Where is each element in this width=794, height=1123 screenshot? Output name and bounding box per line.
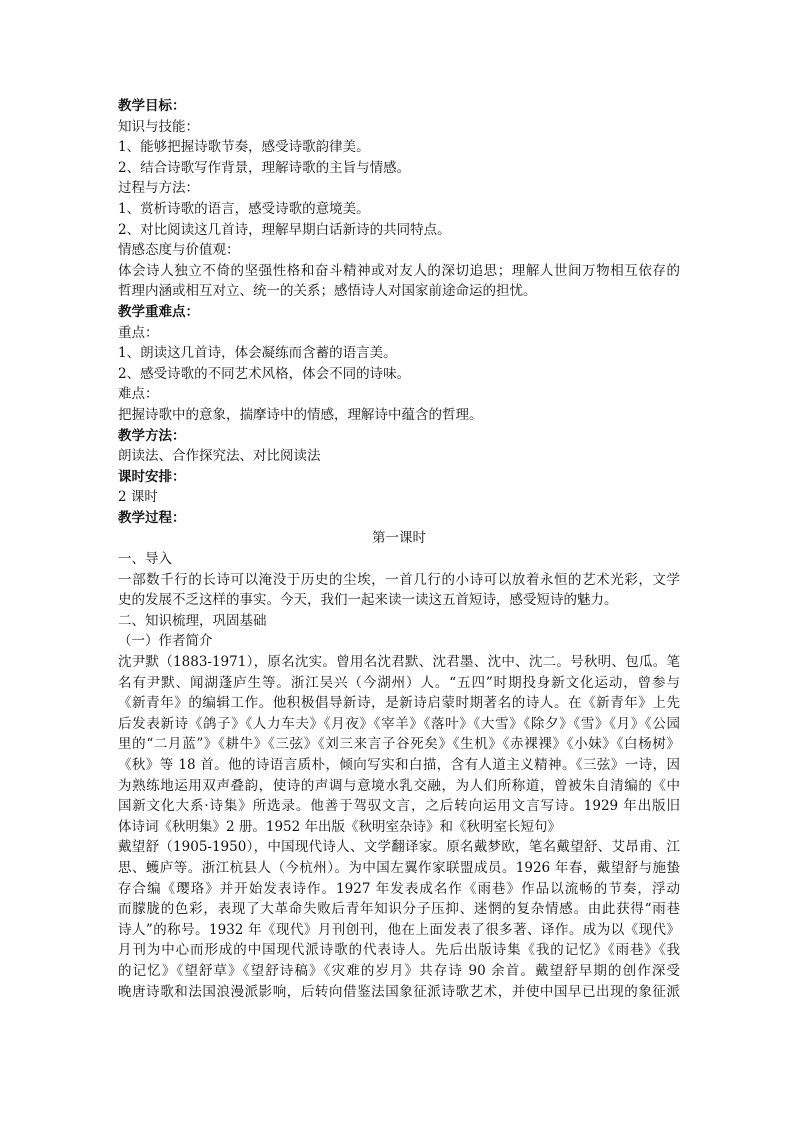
knowledge-item-2: 2、结合诗歌写作背景，理解诗歌的主旨与情感。 <box>118 159 411 176</box>
shen-line: 体诗词《秋明集》2 册。1952 年出版《秋明室杂诗》和《秋明室长短句》 <box>118 818 562 835</box>
difficulty-text: 把握诗歌中的意象，揣摩诗中的情感，理解诗中蕴含的哲理。 <box>118 406 483 423</box>
dai-line: 月刊为中心而形成的中国现代派诗歌的代表诗人。先后出版诗集《我的记忆》《雨巷》《我 <box>118 942 680 959</box>
dai-line: 的记忆》《望舒草》《望舒诗稿》《灾难的岁月》共存诗 90 余首。戴望舒早期的创作深受 <box>118 962 680 979</box>
dai-wangshu-paragraph <box>118 837 680 1002</box>
shen-line: 《新青年》的编辑工作。他积极倡导新诗，是新诗启蒙时期著名的诗人。在《新青年》上先 <box>118 695 680 712</box>
intro-paragraph <box>118 570 680 611</box>
shen-line: 名有尹默、闻湖蓬庐生等。浙江吴兴（今湖州）人。“五四”时期投身新文化运动，曾参与 <box>118 674 680 691</box>
teaching-methods-heading: 教学方法： <box>118 427 186 444</box>
intro-line: 史的发展不乏这样的事实。今天，我们一起来读一读这五首短诗，感受短诗的魅力。 <box>118 592 618 609</box>
dai-line: 戴望舒（1905-1950），中国现代诗人、文学翻译家。原名戴梦欧，笔名戴望舒、艾昂甫、江 <box>118 839 680 856</box>
process-item-1: 1、赏析诗歌的语言，感受诗歌的意境美。 <box>118 200 370 217</box>
emotion-line: 体会诗人独立不倚的坚强性格和奋斗精神或对友人的深切追思；理解人世间万物相互依存的 <box>118 262 680 279</box>
teaching-process-heading: 教学过程： <box>118 509 186 526</box>
dai-line: 而朦胧的色彩，表现了大革命失败后青年知识分子压抑、迷惘的复杂情感。由此获得“雨巷 <box>118 901 680 918</box>
intro-line: 一部数千行的长诗可以淹没于历史的尘埃，一首几行的小诗可以放着永恒的艺术光彩，文学 <box>118 571 680 588</box>
shen-line: 国新文化大系·诗集》所选录。他善于驾驭文言，之后转向运用文言写诗。1929 年出版旧 <box>118 798 680 815</box>
emotion-values-label: 情感态度与价值观： <box>118 242 240 259</box>
knowledge-item-1: 1、能够把握诗歌节奏，感受诗歌韵律美。 <box>118 139 370 156</box>
shen-line: 里的“二月蓝”》《耕牛》《三弦》《刘三来言子谷死矣》《生机》《赤裸裸》《小妹》《白杨树》 <box>118 736 680 753</box>
difficulty-label: 难点： <box>118 386 159 403</box>
process-method-label: 过程与方法： <box>118 180 199 197</box>
focus-label: 重点： <box>118 324 159 341</box>
teaching-methods-text: 朗读法、合作探究法、对比阅读法 <box>118 448 321 465</box>
focus-item-2: 2、感受诗歌的不同艺术风格，体会不同的诗味。 <box>118 365 411 382</box>
shen-line: 后发表新诗《鸽子》《人力车夫》《月夜》《宰羊》《落叶》《大雪》《除夕》《雪》《月》《公园 <box>118 715 680 732</box>
shen-line: 《秋》等 18 首。他的诗语言质朴，倾向写实和白描，含有人道主义精神。《三弦》一诗，因 <box>118 757 680 773</box>
key-difficult-points-heading: 教学重难点： <box>118 303 199 320</box>
schedule-heading: 课时安排： <box>118 468 186 485</box>
knowledge-skills-label: 知识与技能： <box>118 118 199 135</box>
schedule-text: 2 课时 <box>118 489 158 506</box>
process-item-2: 2、对比阅读这几首诗，理解早期白话新诗的共同特点。 <box>118 221 451 238</box>
shen-yinmo-paragraph <box>118 652 680 837</box>
emotion-line: 哲理内涵或相互对立、统一的关系；感悟诗人对国家前途命运的担忧。 <box>118 283 537 300</box>
intro-heading: 一、导入 <box>118 551 172 568</box>
dai-line: 诗人”的称号。1932 年《现代》月刊创刊，他在上面发表了很多著、译作。成为以《现代》 <box>118 921 680 938</box>
shen-line: 沈尹默（1883-1971），原名沈实。曾用名沈君默、沈君墨、沈中、沈二。号秋明、包瓜。笔 <box>118 654 680 671</box>
author-intro-heading: （一）作者简介 <box>118 633 213 650</box>
lesson-title: 第一课时 <box>372 530 426 547</box>
dai-line: 晚唐诗歌和法国浪漫派影响，后转向借鉴法国象征派诗歌艺术，并使中国早已出现的象征派 <box>118 983 680 1000</box>
emotion-values-paragraph <box>118 261 680 302</box>
dai-line: 思、蠖庐等。浙江杭县人（今杭州）。为中国左翼作家联盟成员。1926 年春，戴望舒与施蛰 <box>118 859 680 876</box>
dai-line: 存合编《璎珞》并开始发表诗作。1927 年发表成名作《雨巷》作品以流畅的节奏，浮动 <box>118 880 680 897</box>
shen-line: 为熟练地运用双声叠韵，使诗的声调与意境水乳交融，为人们所称道，曾被朱自清编的《中 <box>118 777 680 794</box>
teaching-goals-heading: 教学目标： <box>118 98 186 114</box>
focus-item-1: 1、朗读这几首诗，体会凝练而含蓄的语言美。 <box>118 345 397 362</box>
document-page <box>118 96 680 1002</box>
section-2-heading: 二、知识梳理，巩固基础 <box>118 612 267 629</box>
